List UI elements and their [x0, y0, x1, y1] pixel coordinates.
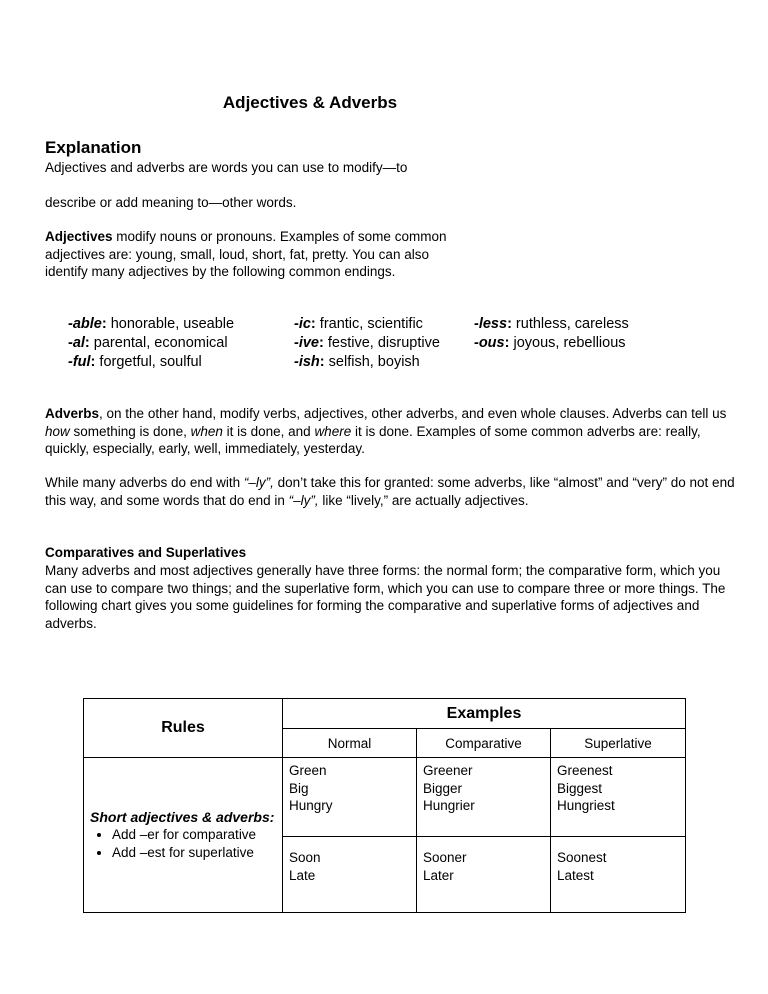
- adjectives-paragraph: [45, 228, 465, 281]
- adjectives-term: Adjectives: [45, 229, 113, 244]
- ending-item: -less: ruthless, careless: [474, 316, 629, 332]
- ending-item: -ish: selfish, boyish: [294, 354, 420, 370]
- explanation-line-1: Adjectives and adverbs are words you can use to modify—to: [45, 160, 408, 175]
- superlative-cell: Greenest Biggest Hungriest: [551, 758, 686, 837]
- rule-bullet: • Add –er for comparative: [112, 826, 276, 844]
- ending-item: -al: parental, economical: [68, 335, 228, 351]
- adverbs-term: Adverbs: [45, 406, 100, 421]
- ly-note-paragraph: While many adverbs do end with “–ly”, don’t take this for granted: some adverbs, like “almost” and “very” do not end this way, and some words that do end in “–ly”, like “lively,” are actually adjectives.: [45, 475, 735, 508]
- ending-item: -able: honorable, useable: [68, 316, 235, 332]
- rules-header: Rules: [84, 699, 283, 758]
- ending-item: -ous: joyous, rebellious: [474, 335, 626, 351]
- endings-column-2: [294, 315, 440, 372]
- ending-item: -ic: frantic, scientific: [294, 316, 423, 332]
- comparative-cell: Greener Bigger Hungrier: [417, 758, 551, 837]
- examples-header: Examples: [283, 699, 686, 729]
- explanation-heading: Explanation: [45, 138, 142, 157]
- ending-item: -ive: festive, disruptive: [294, 335, 440, 351]
- normal-cell: Green Big Hungry: [283, 758, 417, 837]
- rule-cell: [84, 758, 283, 913]
- page-title: Adjectives & Adverbs: [222, 93, 398, 112]
- adjectives-text: modify nouns or pronouns. Examples of some common adjectives are: young, small, loud, short, fat, pretty. You can also identify many adjectives by the following common endings.: [45, 229, 447, 279]
- comparative-cell: Sooner Later: [417, 837, 551, 913]
- comparative-header: Comparative: [417, 729, 551, 758]
- comparison-table: [83, 698, 686, 913]
- rule-heading: Short adjectives & adverbs:: [90, 809, 275, 825]
- adverbs-paragraph: Adverbs, on the other hand, modify verbs, adjectives, other adverbs, and even whole clauses. Adverbs can tell us how something is done, when it is done, and where it is done. Examples of some common adverbs are: really, quickly, especially, early, well, immediately, yesterday.: [45, 406, 727, 456]
- ending-item: -ful: forgetful, soulful: [68, 354, 202, 370]
- normal-header: Normal: [283, 729, 417, 758]
- explanation-line-2: describe or add meaning to—other words.: [45, 195, 297, 210]
- normal-cell: Soon Late: [283, 837, 417, 913]
- superlative-cell: Soonest Latest: [551, 837, 686, 913]
- endings-column-3: [474, 315, 629, 353]
- comparatives-heading: Comparatives and Superlatives: [45, 545, 247, 560]
- endings-column-1: [68, 315, 234, 372]
- table-row: [84, 758, 686, 837]
- superlative-header: Superlative: [551, 729, 686, 758]
- rule-bullet: • Add –est for superlative: [112, 844, 276, 862]
- comparatives-paragraph: Many adverbs and most adjectives generally have three forms: the normal form; the comparative form, which you can use to compare two things; and the superlative form, which you can use to compare three or more things. The following chart gives you some guidelines for forming the comparative and superlative forms of adjectives and adverbs.: [45, 563, 726, 631]
